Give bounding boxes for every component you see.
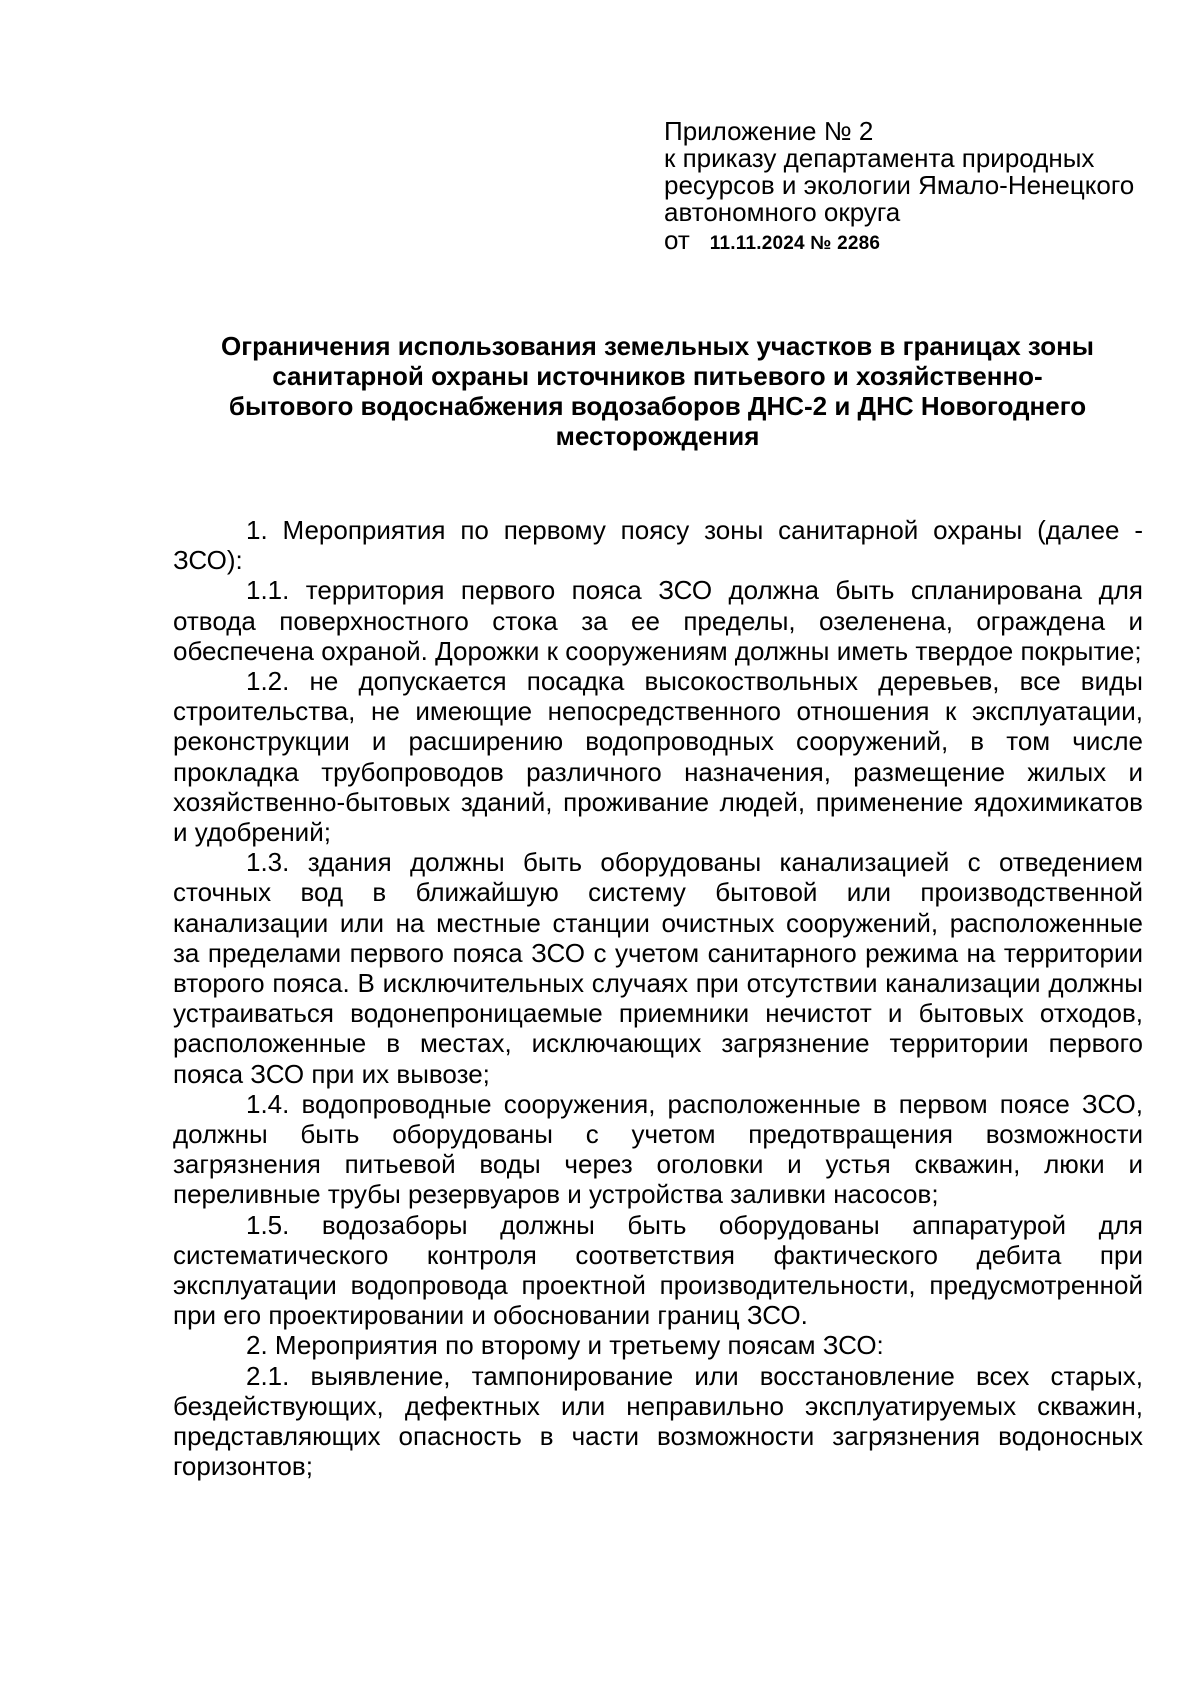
clause-1-3: 1.3. здания должны быть оборудованы канализацией с отведением сточных вод в ближайшую систему бытовой или производственной канализации или на местные станции очистных сооружений, расположенные за пределами первого пояса ЗСО с учетом санитарного режима на территории второго пояса. В исключительных случаях при отсутствии канализации должны устраиваться водонепроницаемые приемники нечистот и бытовых отходов, расположенные в местах, исключающих загрязнение территории первого пояса ЗСО при их вывозе; — [173, 847, 1143, 1089]
section-1-heading: 1. Мероприятия по первому поясу зоны санитарной охраны (далее - ЗСО): — [173, 515, 1143, 576]
title-line: месторождения — [555, 421, 760, 451]
title-line: бытового водоснабжения водозаборов ДНС-2 и ДНС Новогоднего — [228, 391, 1087, 421]
title-line: санитарной охраны источников питьевого и хозяйственно- — [272, 361, 1043, 391]
appendix-number: Приложение № 2 — [664, 116, 874, 146]
clause-2-1: 2.1. выявление, тампонирование или восстановление всех старых, бездействующих, дефектных или неправильно эксплуатируемых скважин, представляющих опасность в части возможности загрязнения водоносных горизонтов; — [173, 1360, 1143, 1482]
clause-1-1: 1.1. территория первого пояса ЗСО должна быть спланирована для отвода поверхностного стока за ее пределы, озеленена, ограждена и обеспечена охраной. Дорожки к сооружениям должны иметь твердое покрытие; — [173, 575, 1143, 666]
appendix-order-line — [664, 227, 1164, 257]
clause-1-4: 1.4. водопроводные сооружения, расположенные в первом поясе ЗСО, должны быть оборудованы с учетом предотвращения возможности загрязнения питьевой воды через оголовки и устья скважин, люки и переливные трубы резервуаров и устройства заливки насосов; — [173, 1088, 1143, 1210]
title-line: Ограничения использования земельных участков в границах зоны — [221, 331, 1094, 361]
clause-1-2: 1.2. не допускается посадка высокоствольных деревьев, все виды строительства, не имеющие непосредственного отношения к эксплуатации, реконструкции и расширению водопроводных сооружений, в том числе прокладка трубопроводов различного назначения, размещение жилых и хозяйственно-бытовых зданий, проживание людей, применение ядохимикатов и удобрений; — [173, 666, 1143, 848]
appendix-region: автономного округа — [664, 197, 901, 227]
appendix-header — [664, 118, 1164, 257]
clause-1-5: 1.5. водозаборы должны быть оборудованы аппаратурой для систематического контроля соответствия фактического дебита при эксплуатации водопровода проектной производительности, предусмотренной при его проектировании и обосновании границ ЗСО. — [173, 1209, 1143, 1331]
order-date-number: 11.11.2024 № 2286 — [709, 233, 881, 254]
appendix-department: ресурсов и экологии Ямало-Ненецкого — [664, 170, 1135, 200]
document-title — [170, 331, 1145, 451]
document-body — [173, 515, 1143, 1482]
appendix-order-reference: к приказу департамента природных — [664, 143, 1095, 173]
order-date-prefix: от — [664, 225, 690, 255]
section-2-heading: 2. Мероприятия по второму и третьему поясам ЗСО: — [246, 1330, 884, 1361]
